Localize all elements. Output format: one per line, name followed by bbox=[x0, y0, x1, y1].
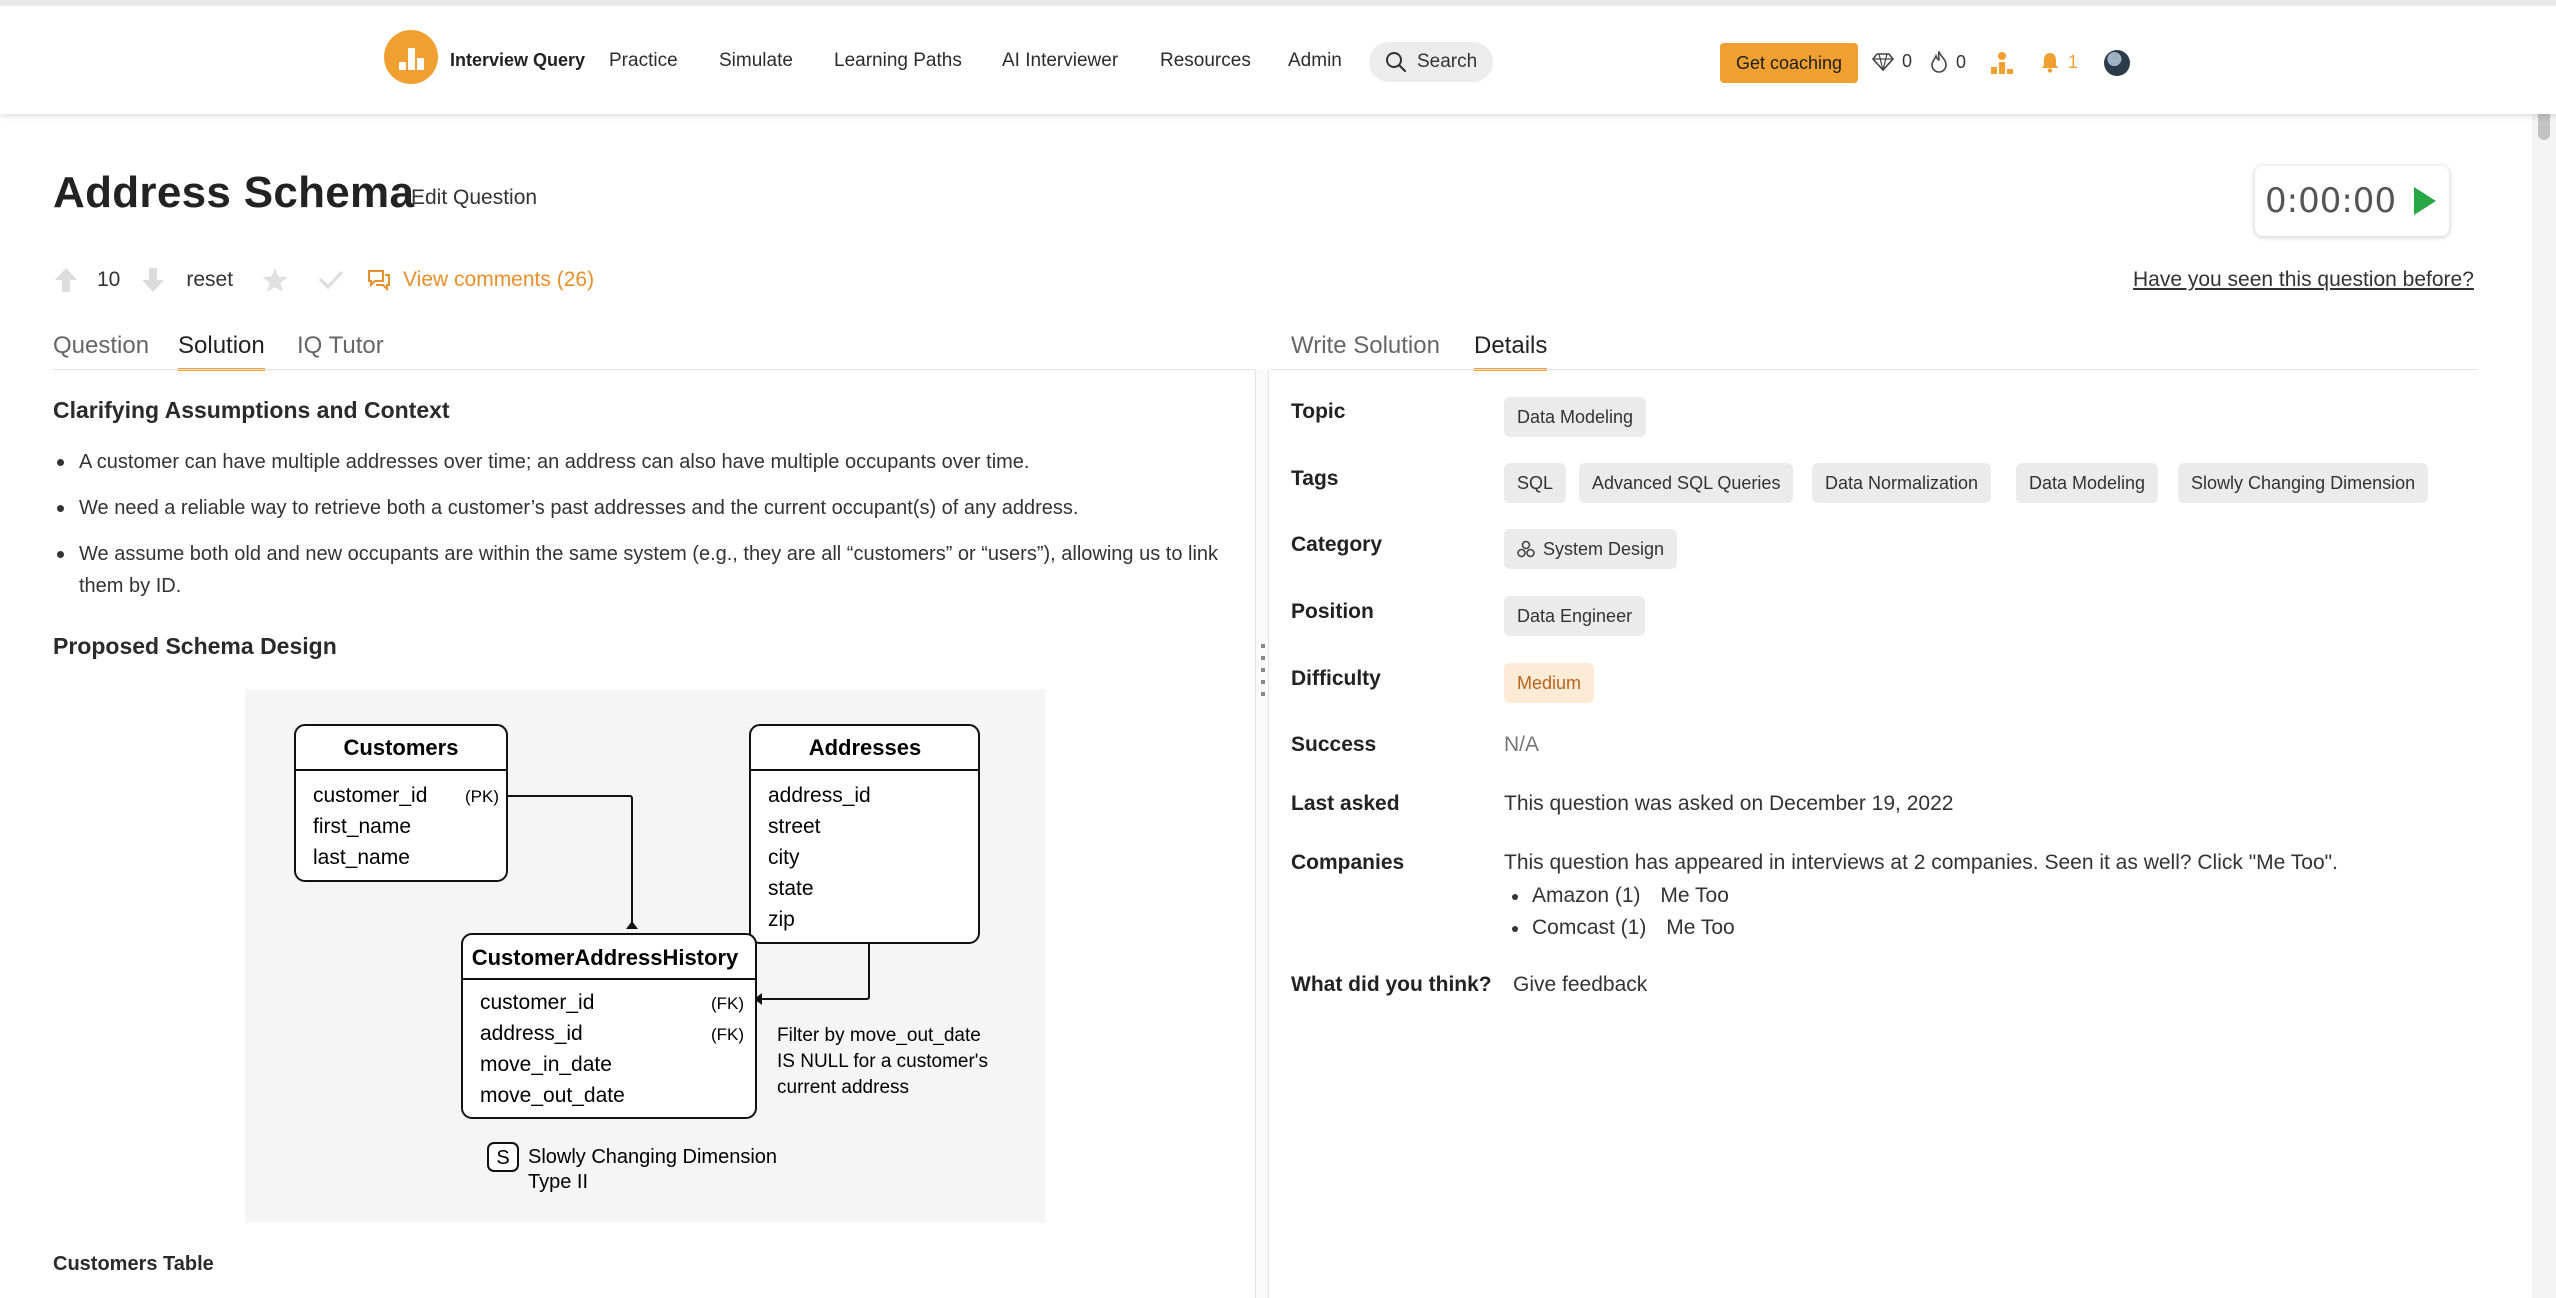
list-item: A customer can have multiple addresses over time; an address can also have multiple occupants over time. bbox=[53, 446, 1233, 478]
drag-handle-icon[interactable] bbox=[1261, 644, 1265, 704]
feedback-label: What did you think? bbox=[1291, 973, 1492, 996]
success-label: Success bbox=[1291, 733, 1377, 756]
history-fk-label: (FK) bbox=[711, 1025, 745, 1044]
bell-icon bbox=[2040, 51, 2060, 73]
customers-table-heading: Customers Table bbox=[53, 1253, 214, 1275]
panel-divider[interactable] bbox=[1255, 370, 1269, 1298]
upvote-icon[interactable] bbox=[53, 266, 79, 294]
companies-label: Companies bbox=[1291, 851, 1405, 874]
addresses-history-connector bbox=[762, 943, 869, 999]
vote-bar bbox=[53, 263, 594, 297]
diagram-note-line: Filter by move_out_date bbox=[777, 1025, 981, 1046]
assumptions-list bbox=[53, 446, 1233, 616]
last-asked-value: This question was asked on December 19, 2022 bbox=[1504, 792, 1954, 815]
streak-counter[interactable] bbox=[1930, 51, 1966, 73]
page-title: Address Schema bbox=[53, 168, 415, 217]
timer-value: 0:00:00 bbox=[2265, 181, 2397, 221]
history-table bbox=[462, 934, 756, 1118]
addresses-field: street bbox=[768, 815, 821, 838]
customers-history-connector bbox=[507, 796, 632, 929]
comments-icon bbox=[367, 269, 391, 291]
flame-icon bbox=[1930, 51, 1948, 73]
vote-count: 10 bbox=[97, 268, 121, 291]
addresses-table bbox=[750, 725, 979, 943]
category-chip[interactable] bbox=[1504, 529, 1677, 569]
companies-text: This question has appeared in interviews at 2 companies. Seen it as well? Click "Me Too". bbox=[1504, 851, 2338, 874]
nav-ai-interviewer[interactable]: AI Interviewer bbox=[1002, 50, 1119, 71]
customers-table bbox=[295, 725, 507, 881]
tab-solution[interactable]: Solution bbox=[178, 332, 265, 371]
tab-details[interactable]: Details bbox=[1474, 332, 1547, 371]
leaderboard-icon bbox=[1990, 51, 2014, 75]
addresses-field: zip bbox=[768, 908, 795, 931]
nav-simulate[interactable]: Simulate bbox=[719, 50, 793, 71]
tag-chip[interactable]: Data Modeling bbox=[2016, 463, 2158, 503]
schema-heading: Proposed Schema Design bbox=[53, 633, 337, 659]
addresses-table-title: Addresses bbox=[808, 735, 922, 760]
list-item bbox=[1504, 880, 1735, 912]
customers-field: first_name bbox=[313, 815, 412, 838]
tag-chip[interactable]: Slowly Changing Dimension bbox=[2178, 463, 2428, 503]
notifications-count: 1 bbox=[2068, 51, 2079, 72]
customers-table-title: Customers bbox=[343, 735, 459, 760]
diamond-icon bbox=[1872, 52, 1894, 72]
assumptions-heading: Clarifying Assumptions and Context bbox=[53, 397, 450, 423]
search-icon bbox=[1385, 51, 1407, 73]
view-comments-link[interactable]: View comments (26) bbox=[403, 268, 595, 291]
topic-chip[interactable]: Data Modeling bbox=[1504, 397, 1646, 437]
history-field: move_in_date bbox=[480, 1053, 612, 1076]
page-scrollbar[interactable] bbox=[2532, 0, 2556, 1298]
star-icon[interactable] bbox=[261, 266, 289, 294]
tag-chip[interactable]: Data Normalization bbox=[1812, 463, 1991, 503]
tag-chip[interactable]: SQL bbox=[1504, 463, 1566, 503]
search-button[interactable] bbox=[1369, 42, 1493, 82]
leaderboard-button[interactable] bbox=[1990, 51, 2014, 75]
history-fk-label: (FK) bbox=[711, 994, 745, 1013]
company-name: Amazon (1) bbox=[1532, 884, 1641, 907]
history-field: address_id bbox=[480, 1022, 583, 1045]
category-value: System Design bbox=[1543, 538, 1665, 559]
schema-diagram bbox=[245, 689, 1045, 1223]
downvote-icon[interactable] bbox=[140, 266, 166, 294]
search-label: Search bbox=[1417, 51, 1478, 72]
give-feedback-button[interactable]: Give feedback bbox=[1513, 973, 1648, 996]
tags-label: Tags bbox=[1291, 467, 1339, 490]
topic-label: Topic bbox=[1291, 400, 1346, 423]
list-item: We need a reliable way to retrieve both a customer’s past addresses and the current occupant(s) of any address. bbox=[53, 492, 1233, 524]
position-chip[interactable]: Data Engineer bbox=[1504, 596, 1645, 636]
brand-name[interactable]: Interview Query bbox=[450, 50, 586, 70]
list-item: We assume both old and new occupants are within the same system (e.g., they are all “customers” or “users”), allowing us to link them by ID. bbox=[53, 538, 1233, 602]
category-label: Category bbox=[1291, 533, 1383, 556]
play-icon[interactable] bbox=[2414, 187, 2436, 215]
notifications-button[interactable] bbox=[2040, 51, 2078, 73]
tab-write-solution[interactable]: Write Solution bbox=[1291, 332, 1440, 359]
addresses-field: state bbox=[768, 877, 814, 900]
difficulty-chip[interactable]: Medium bbox=[1504, 663, 1594, 703]
legend-line: Type II bbox=[528, 1171, 589, 1193]
connector-arrow-icon bbox=[626, 921, 638, 929]
history-table-title: CustomerAddressHistory bbox=[471, 945, 739, 970]
history-field: customer_id bbox=[480, 991, 595, 1014]
nav-practice[interactable]: Practice bbox=[609, 50, 678, 71]
success-value: N/A bbox=[1504, 733, 1540, 756]
tab-question[interactable]: Question bbox=[53, 332, 150, 359]
me-too-button[interactable]: Me Too bbox=[1660, 884, 1729, 907]
customers-field: last_name bbox=[313, 846, 410, 869]
nav-learning-paths[interactable]: Learning Paths bbox=[834, 50, 962, 71]
difficulty-label: Difficulty bbox=[1291, 667, 1381, 690]
tab-iq-tutor[interactable]: IQ Tutor bbox=[297, 332, 384, 359]
avatar[interactable] bbox=[2104, 50, 2130, 76]
reset-button[interactable]: reset bbox=[186, 268, 234, 291]
diagram-note-line: current address bbox=[777, 1077, 910, 1098]
seen-question-link[interactable]: Have you seen this question before? bbox=[2133, 268, 2474, 291]
gems-count: 0 bbox=[1902, 51, 1913, 71]
check-icon[interactable] bbox=[317, 266, 345, 294]
schema-diagram-svg bbox=[245, 689, 1045, 1223]
me-too-button[interactable]: Me Too bbox=[1666, 916, 1735, 939]
system-design-icon bbox=[1517, 540, 1535, 558]
timer bbox=[2255, 166, 2449, 236]
last-asked-label: Last asked bbox=[1291, 792, 1400, 815]
edit-question-button[interactable]: Edit Question bbox=[411, 186, 538, 209]
list-item bbox=[1504, 912, 1735, 944]
history-field: move_out_date bbox=[480, 1084, 625, 1107]
legend-badge: S bbox=[496, 1147, 510, 1169]
get-coaching-button[interactable]: Get coaching bbox=[1720, 43, 1858, 83]
nav-resources[interactable]: Resources bbox=[1160, 50, 1251, 71]
addresses-field: address_id bbox=[768, 784, 871, 807]
right-tab-divider bbox=[1270, 369, 2478, 370]
customers-field: customer_id bbox=[313, 784, 428, 807]
top-navigation bbox=[0, 0, 2556, 114]
companies-list bbox=[1504, 880, 1735, 944]
diagram-note-line: IS NULL for a customer's bbox=[777, 1051, 988, 1072]
left-tab-divider bbox=[53, 369, 1255, 370]
streak-count: 0 bbox=[1956, 51, 1967, 72]
customers-pk-label: (PK) bbox=[465, 787, 499, 806]
gems-counter[interactable] bbox=[1872, 51, 1912, 72]
position-label: Position bbox=[1291, 600, 1374, 623]
addresses-field: city bbox=[768, 846, 800, 869]
tag-chip[interactable]: Advanced SQL Queries bbox=[1579, 463, 1793, 503]
company-name: Comcast (1) bbox=[1532, 916, 1647, 939]
nav-admin[interactable]: Admin bbox=[1288, 50, 1342, 71]
legend-line: Slowly Changing Dimension bbox=[528, 1146, 778, 1168]
logo-icon[interactable] bbox=[384, 30, 438, 84]
